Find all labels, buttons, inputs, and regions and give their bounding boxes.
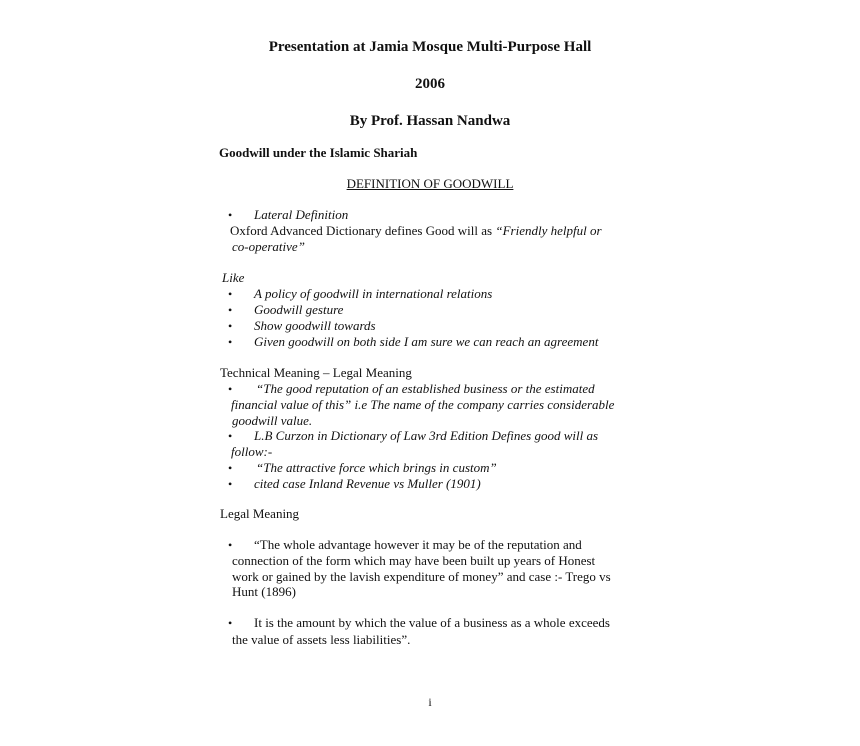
legal-quote-line-1: “The whole advantage however it may be of the reputation and (254, 537, 582, 552)
technical-quote-line-2: financial value of this” i.e The name of the company carries considerable (231, 397, 615, 412)
legal-quote-line-3: work or gained by the lavish expenditure of money” and case :- Trego vs (232, 569, 611, 584)
technical-quote-line-1: “The good reputation of an established business or the estimated (256, 381, 595, 396)
legal-meaning-heading: Legal Meaning (220, 506, 300, 521)
document-year: 2006 (415, 76, 445, 92)
bullet-icon: • (228, 303, 233, 317)
document-title: Presentation at Jamia Mosque Multi-Purpose Hall (268, 39, 592, 55)
technical-meaning-heading: Technical Meaning – Legal Meaning (220, 365, 412, 380)
like-item: Goodwill gesture (254, 302, 344, 317)
oxford-definition-prefix: Oxford Advanced Dictionary defines Good will as (230, 223, 496, 238)
bullet-icon: • (228, 616, 233, 630)
subject-heading: Goodwill under the Islamic Shariah (219, 145, 418, 160)
legal-quote-line-2: connection of the form which may have been built up years of Honest (232, 553, 596, 568)
bullet-icon: • (228, 319, 233, 333)
amount-definition-line-1: It is the amount by which the value of a business as a whole exceeds (254, 615, 610, 630)
oxford-definition-line (230, 223, 602, 239)
attractive-force-quote: “The attractive force which brings in custom” (256, 460, 497, 475)
curzon-line-2: follow:- (231, 444, 273, 459)
page-number: i (428, 695, 432, 709)
bullet-icon: • (228, 429, 233, 443)
cited-case: cited case Inland Revenue vs Muller (1901) (254, 476, 481, 491)
legal-quote-line-4: Hunt (1896) (232, 584, 296, 599)
document-author: By Prof. Hassan Nandwa (349, 113, 511, 129)
curzon-line-1: L.B Curzon in Dictionary of Law 3rd Edition Defines good will as (254, 428, 599, 443)
like-item: A policy of goodwill in international relations (254, 286, 493, 301)
bullet-icon: • (228, 382, 233, 396)
bullet-icon: • (228, 538, 233, 552)
bullet-icon: • (228, 208, 233, 222)
oxford-definition-quote: “Friendly helpful or (495, 223, 602, 238)
oxford-definition-line-2: co-operative” (232, 239, 305, 254)
bullet-icon: • (228, 287, 233, 301)
technical-quote-line-3: goodwill value. (232, 413, 313, 428)
lateral-definition-label: Lateral Definition (254, 207, 349, 222)
like-label: Like (222, 270, 245, 285)
amount-definition-line-2: the value of assets less liabilities”. (232, 632, 411, 647)
bullet-icon: • (228, 335, 233, 349)
definition-heading: DEFINITION OF GOODWILL (346, 176, 514, 191)
bullet-icon: • (228, 461, 233, 475)
bullet-icon: • (228, 477, 233, 491)
like-item: Show goodwill towards (254, 318, 376, 333)
like-item: Given goodwill on both side I am sure we can reach an agreement (254, 334, 599, 349)
